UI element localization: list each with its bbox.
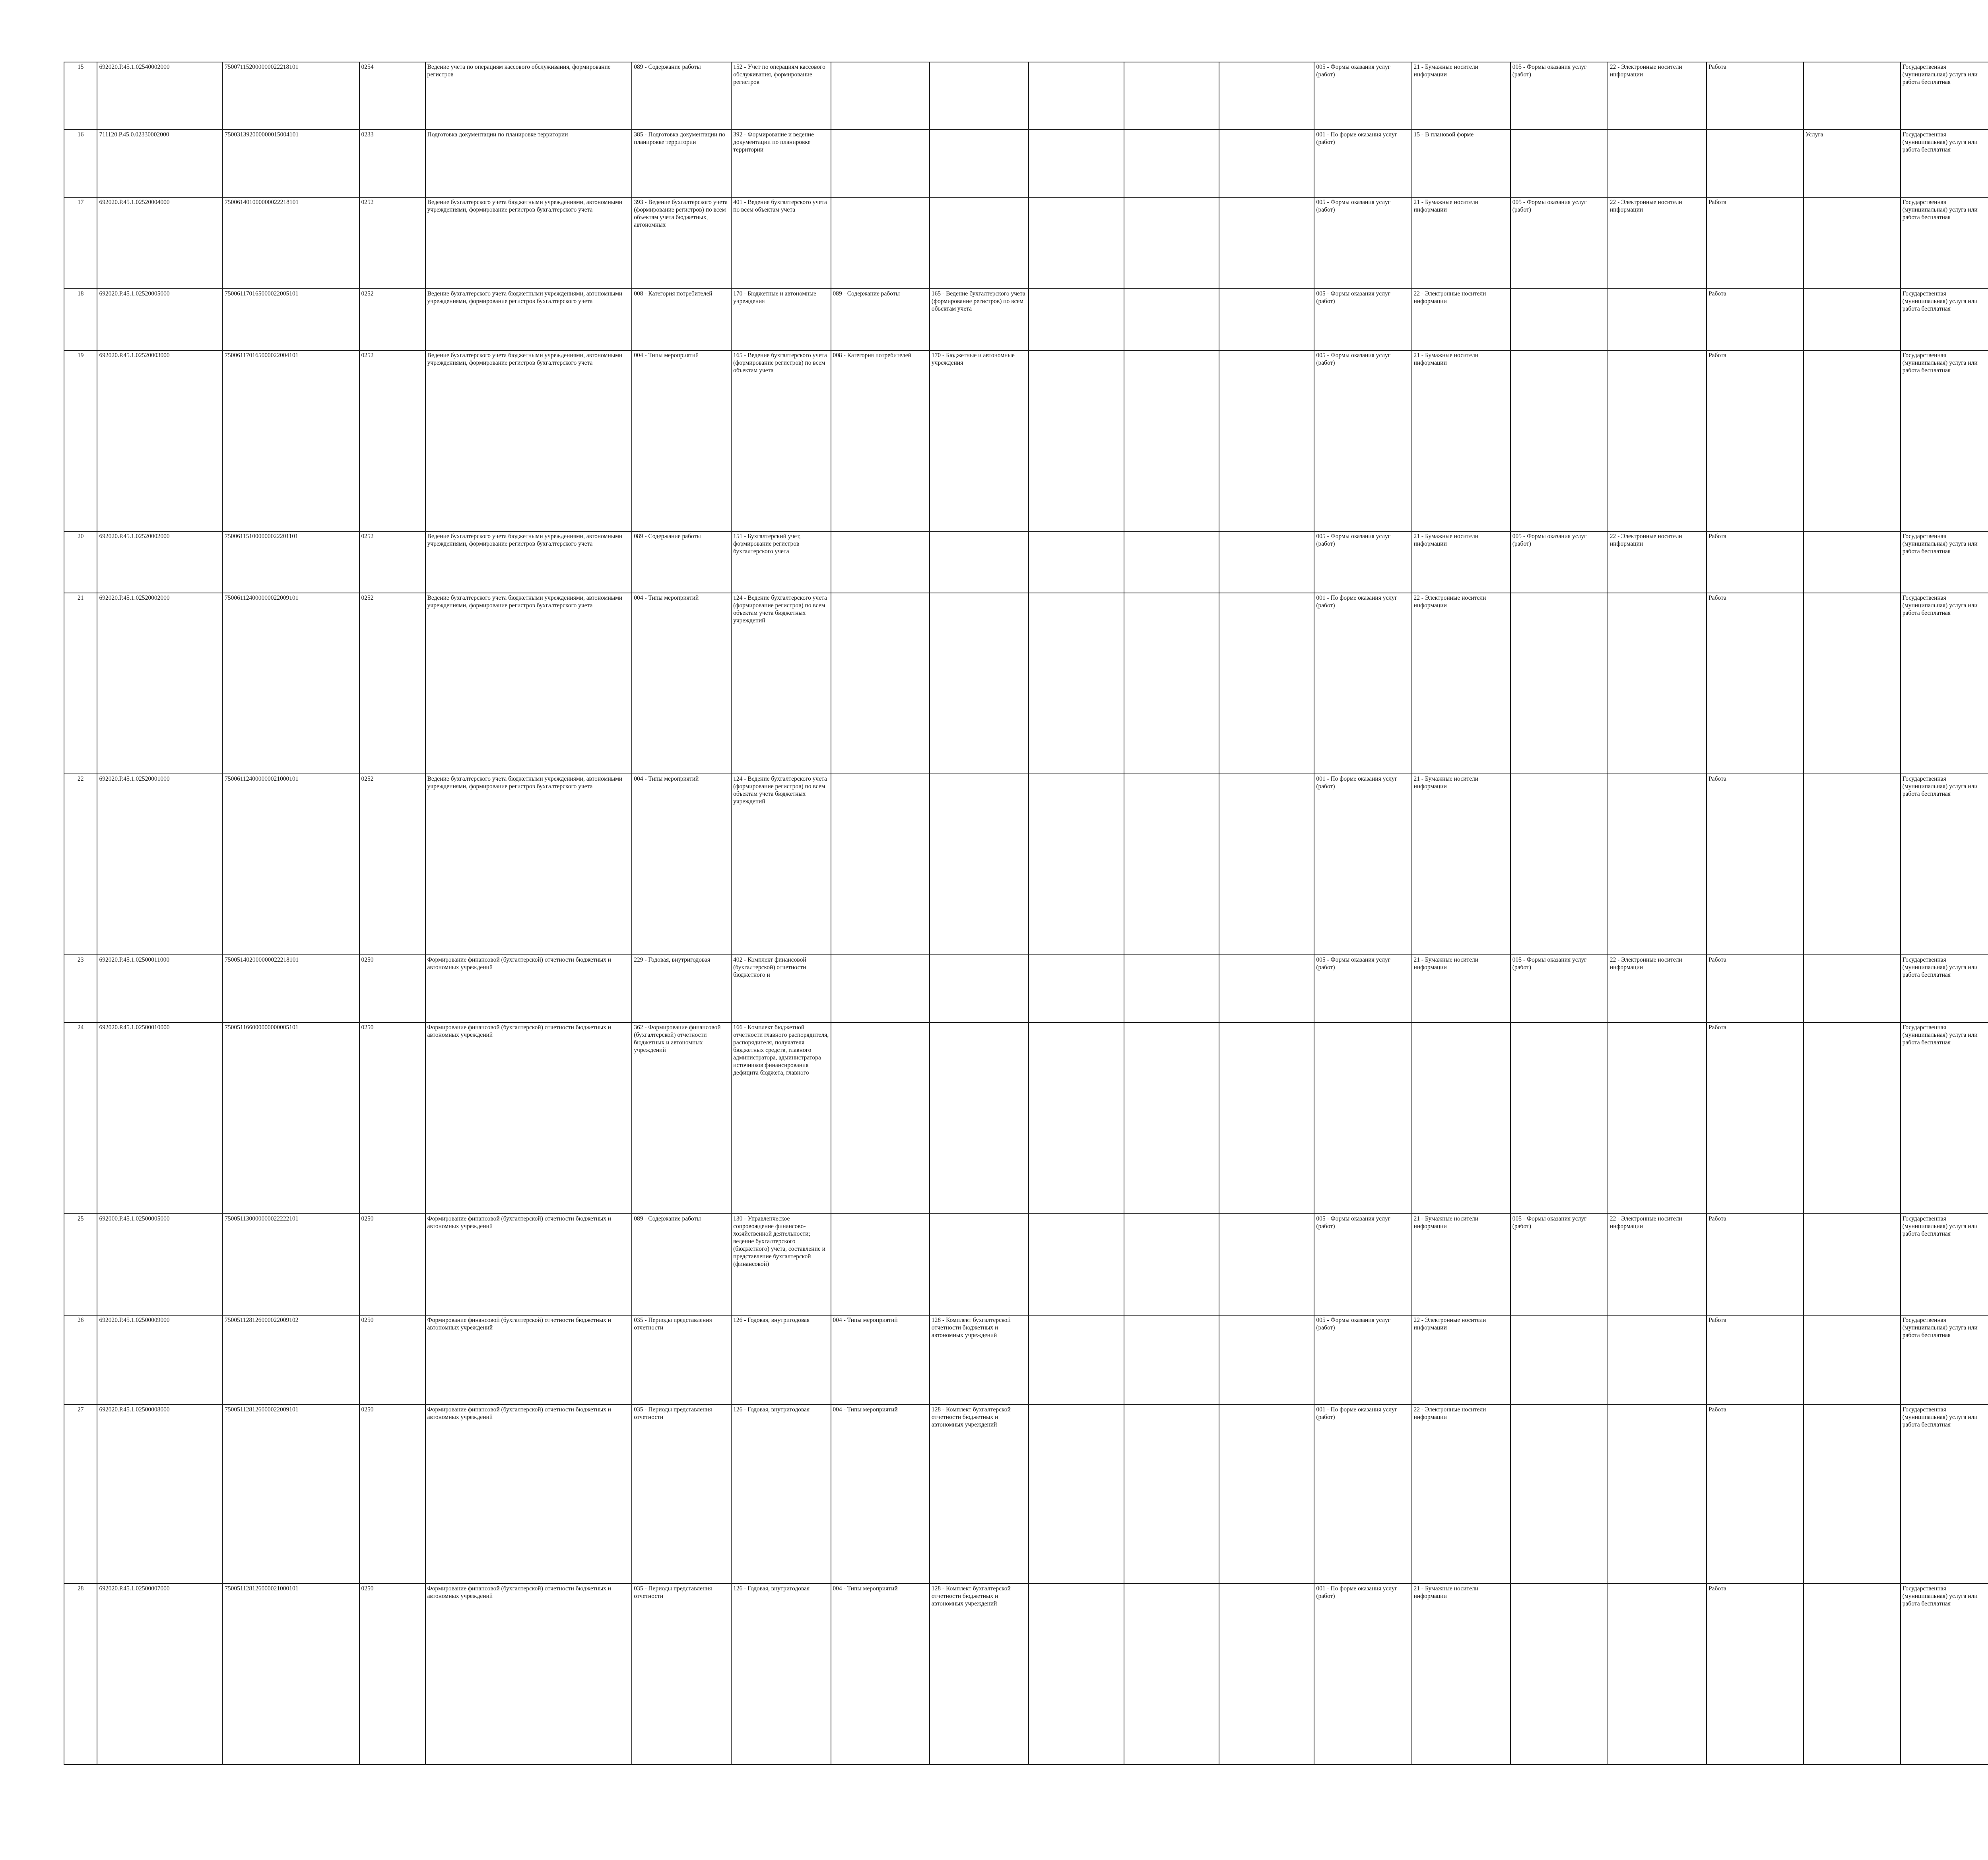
cell-content-value-2: 170 - Бюджетные и автономные учреждения [930, 350, 1029, 531]
cell-registry-number: 750071152000000022218101 [223, 62, 359, 130]
cell-condition-blank [1219, 197, 1314, 289]
cell-payment-type: Государственная (муниципальная) услуга или работа бесплатная [1901, 130, 1988, 197]
cell-registry-number: 750061401000000022218101 [223, 197, 359, 289]
cell-condition-blank [1219, 1405, 1314, 1584]
cell-basic-service-code: 0250 [359, 1584, 425, 1765]
cell-basic-service-code: 0250 [359, 955, 425, 1022]
cell-row-number: 21 [64, 593, 97, 774]
cell-content-value-1: 126 - Годовая, внутригодовая [731, 1405, 831, 1584]
cell-condition-value-1: 21 - Бумажные носители информации [1412, 531, 1510, 593]
table-row [64, 1405, 1988, 1584]
cell-service-name: Формирование финансовой (бухгалтерской) отчетности бюджетных и автономных учреждений [425, 1214, 632, 1315]
cell-content-indicator-1: 089 - Содержание работы [632, 531, 731, 593]
cell-basic-service-code: 0252 [359, 289, 425, 350]
cell-service-type [1804, 1405, 1901, 1584]
cell-basic-service-code: 0250 [359, 1405, 425, 1584]
cell-payment-type: Государственная (муниципальная) услуга или работа бесплатная [1901, 955, 1988, 1022]
cell-service-code: 692020.Р.45.1.02520004000 [97, 197, 223, 289]
cell-content-indicator-1: 089 - Содержание работы [632, 62, 731, 130]
cell-condition-blank [1219, 62, 1314, 130]
cell-condition-value-2: 22 - Электронные носители информации [1608, 955, 1706, 1022]
cell-content-indicator-2 [831, 531, 930, 593]
cell-condition-value-2: 22 - Электронные носители информации [1608, 197, 1706, 289]
cell-condition-indicator-1: 001 - По форме оказания услуг (работ) [1314, 130, 1411, 197]
cell-basic-service-code: 0233 [359, 130, 425, 197]
cell-service-name: Формирование финансовой (бухгалтерской) отчетности бюджетных и автономных учреждений [425, 955, 632, 1022]
cell-condition-value-2 [1608, 1405, 1706, 1584]
cell-work-type: Работа [1706, 593, 1804, 774]
cell-content-value-3 [1124, 955, 1219, 1022]
cell-row-number: 20 [64, 531, 97, 593]
cell-content-value-3 [1124, 197, 1219, 289]
table-row [64, 350, 1988, 531]
cell-work-type: Работа [1706, 1022, 1804, 1214]
table-row [64, 197, 1988, 289]
cell-basic-service-code: 0250 [359, 1022, 425, 1214]
cell-content-indicator-3 [1029, 350, 1124, 531]
cell-content-indicator-3 [1029, 1315, 1124, 1405]
cell-condition-value-1: 21 - Бумажные носители информации [1412, 1214, 1510, 1315]
table-row [64, 1022, 1988, 1214]
cell-content-value-3 [1124, 62, 1219, 130]
cell-content-value-2 [930, 197, 1029, 289]
cell-content-value-2 [930, 62, 1029, 130]
cell-payment-type: Государственная (муниципальная) услуга или работа бесплатная [1901, 774, 1988, 955]
cell-work-type: Работа [1706, 197, 1804, 289]
cell-condition-blank [1219, 531, 1314, 593]
cell-basic-service-code: 0250 [359, 1315, 425, 1405]
cell-payment-type: Государственная (муниципальная) услуга или работа бесплатная [1901, 1315, 1988, 1405]
cell-condition-indicator-1: 005 - Формы оказания услуг (работ) [1314, 289, 1411, 350]
cell-condition-indicator-1 [1314, 1022, 1411, 1214]
table-row [64, 1315, 1988, 1405]
cell-row-number: 16 [64, 130, 97, 197]
cell-content-value-3 [1124, 1405, 1219, 1584]
cell-service-type [1804, 774, 1901, 955]
cell-condition-indicator-2 [1510, 289, 1608, 350]
cell-condition-value-2: 22 - Электронные носители информации [1608, 531, 1706, 593]
cell-payment-type: Государственная (муниципальная) услуга или работа бесплатная [1901, 289, 1988, 350]
cell-registry-number: 750061124000000021000101 [223, 774, 359, 955]
cell-basic-service-code: 0252 [359, 774, 425, 955]
cell-content-indicator-1: 004 - Типы мероприятий [632, 593, 731, 774]
cell-content-indicator-1: 035 - Периоды представления отчетности [632, 1584, 731, 1765]
cell-service-type [1804, 350, 1901, 531]
cell-condition-value-2 [1608, 1584, 1706, 1765]
cell-service-code: 692020.Р.45.1.02500007000 [97, 1584, 223, 1765]
cell-service-code: 692020.Р.45.1.02520002000 [97, 531, 223, 593]
cell-content-value-1: 152 - Учет по операциям кассового обслуживания, формирование регистров [731, 62, 831, 130]
cell-registry-number: 750051166000000000005101 [223, 1022, 359, 1214]
cell-condition-value-2 [1608, 774, 1706, 955]
cell-content-indicator-3 [1029, 1022, 1124, 1214]
cell-row-number: 19 [64, 350, 97, 531]
cell-row-number: 23 [64, 955, 97, 1022]
cell-basic-service-code: 0250 [359, 1214, 425, 1315]
cell-condition-indicator-1: 001 - По форме оказания услуг (работ) [1314, 593, 1411, 774]
cell-condition-blank [1219, 1022, 1314, 1214]
cell-service-code: 692020.Р.45.1.02500008000 [97, 1405, 223, 1584]
cell-service-type [1804, 62, 1901, 130]
cell-condition-value-1: 22 - Электронные носители информации [1412, 593, 1510, 774]
cell-service-type: Услуга [1804, 130, 1901, 197]
registry-table-body [64, 62, 1988, 1765]
cell-service-name: Формирование финансовой (бухгалтерской) отчетности бюджетных и автономных учреждений [425, 1022, 632, 1214]
cell-content-indicator-2 [831, 1022, 930, 1214]
cell-condition-blank [1219, 1214, 1314, 1315]
cell-condition-value-1: 21 - Бумажные носители информации [1412, 1584, 1510, 1765]
cell-content-indicator-3 [1029, 1214, 1124, 1315]
cell-content-value-1: 126 - Годовая, внутригодовая [731, 1315, 831, 1405]
cell-content-indicator-3 [1029, 197, 1124, 289]
cell-service-code: 692020.Р.45.1.02500010000 [97, 1022, 223, 1214]
cell-work-type [1706, 130, 1804, 197]
cell-content-indicator-3 [1029, 593, 1124, 774]
cell-content-indicator-2: 089 - Содержание работы [831, 289, 930, 350]
cell-condition-value-2: 22 - Электронные носители информации [1608, 62, 1706, 130]
cell-basic-service-code: 0252 [359, 350, 425, 531]
cell-row-number: 22 [64, 774, 97, 955]
cell-condition-value-1: 21 - Бумажные носители информации [1412, 955, 1510, 1022]
cell-service-type [1804, 1315, 1901, 1405]
cell-condition-indicator-2 [1510, 774, 1608, 955]
cell-content-indicator-1: 035 - Периоды представления отчетности [632, 1405, 731, 1584]
cell-registry-number: 750061124000000022009101 [223, 593, 359, 774]
cell-content-value-1: 392 - Формирование и ведение документации по планировке территории [731, 130, 831, 197]
cell-content-indicator-3 [1029, 289, 1124, 350]
cell-payment-type: Государственная (муниципальная) услуга или работа бесплатная [1901, 1022, 1988, 1214]
cell-basic-service-code: 0252 [359, 593, 425, 774]
cell-payment-type: Государственная (муниципальная) услуга или работа бесплатная [1901, 1584, 1988, 1765]
cell-condition-value-2 [1608, 350, 1706, 531]
cell-condition-value-2 [1608, 130, 1706, 197]
cell-service-code: 692020.Р.45.1.02500011000 [97, 955, 223, 1022]
cell-condition-blank [1219, 1315, 1314, 1405]
table-row [64, 1214, 1988, 1315]
cell-content-indicator-1: 229 - Годовая, внутригодовая [632, 955, 731, 1022]
cell-content-value-3 [1124, 1022, 1219, 1214]
cell-content-value-3 [1124, 130, 1219, 197]
table-row [64, 774, 1988, 955]
cell-condition-blank [1219, 774, 1314, 955]
cell-content-value-1: 130 - Управленческое сопровождение финансово-хозяйственной деятельности; ведение бухгалтерского (бюджетного) учета, составление и представление бухгалтерской (финансовой) [731, 1214, 831, 1315]
cell-work-type: Работа [1706, 774, 1804, 955]
cell-condition-indicator-2: 005 - Формы оказания услуг (работ) [1510, 197, 1608, 289]
cell-condition-blank [1219, 130, 1314, 197]
cell-content-value-1: 401 - Ведение бухгалтерского учета по всем объектам учета [731, 197, 831, 289]
cell-content-indicator-2 [831, 774, 930, 955]
cell-content-value-2 [930, 531, 1029, 593]
cell-content-value-2: 128 - Комплект бухгалтерской отчетности бюджетных и автономных учреждений [930, 1584, 1029, 1765]
cell-service-type [1804, 1584, 1901, 1765]
cell-condition-indicator-2 [1510, 130, 1608, 197]
cell-content-value-3 [1124, 531, 1219, 593]
cell-condition-indicator-1: 001 - По форме оказания услуг (работ) [1314, 1584, 1411, 1765]
cell-work-type: Работа [1706, 62, 1804, 130]
cell-service-name: Ведение бухгалтерского учета бюджетными учреждениями, автономными учреждениями, формирование регистров бухгалтерского учета [425, 531, 632, 593]
cell-condition-value-1: 21 - Бумажные носители информации [1412, 197, 1510, 289]
cell-condition-value-2 [1608, 593, 1706, 774]
cell-service-type [1804, 1022, 1901, 1214]
cell-condition-indicator-1: 005 - Формы оказания услуг (работ) [1314, 197, 1411, 289]
cell-content-indicator-2: 004 - Типы мероприятий [831, 1315, 930, 1405]
cell-basic-service-code: 0252 [359, 531, 425, 593]
cell-work-type: Работа [1706, 1584, 1804, 1765]
cell-condition-value-1: 21 - Бумажные носители информации [1412, 350, 1510, 531]
cell-condition-blank [1219, 289, 1314, 350]
cell-content-indicator-2 [831, 197, 930, 289]
cell-content-indicator-3 [1029, 130, 1124, 197]
cell-condition-indicator-2: 005 - Формы оказания услуг (работ) [1510, 62, 1608, 130]
cell-payment-type: Государственная (муниципальная) услуга или работа бесплатная [1901, 62, 1988, 130]
cell-registry-number: 750061151000000022201101 [223, 531, 359, 593]
cell-service-code: 692000.Р.45.1.02500005000 [97, 1214, 223, 1315]
cell-content-indicator-1: 393 - Ведение бухгалтерского учета (формирование регистров) по всем объектам учета бюджетных, автономных [632, 197, 731, 289]
cell-row-number: 17 [64, 197, 97, 289]
cell-content-value-2: 165 - Ведение бухгалтерского учета (формирование регистров) по всем объектам учета [930, 289, 1029, 350]
cell-service-type [1804, 289, 1901, 350]
cell-service-name: Ведение бухгалтерского учета бюджетными учреждениями, автономными учреждениями, формирование регистров бухгалтерского учета [425, 774, 632, 955]
cell-content-value-2 [930, 130, 1029, 197]
cell-service-type [1804, 197, 1901, 289]
cell-content-indicator-3 [1029, 1405, 1124, 1584]
cell-condition-value-2 [1608, 1315, 1706, 1405]
cell-service-code: 692020.Р.45.1.02520003000 [97, 350, 223, 531]
cell-work-type: Работа [1706, 1214, 1804, 1315]
cell-condition-indicator-2 [1510, 1405, 1608, 1584]
cell-condition-indicator-1: 005 - Формы оказания услуг (работ) [1314, 531, 1411, 593]
cell-content-indicator-3 [1029, 774, 1124, 955]
cell-content-value-3 [1124, 1584, 1219, 1765]
cell-condition-value-1: 15 - В плановой форме [1412, 130, 1510, 197]
cell-work-type: Работа [1706, 1315, 1804, 1405]
cell-content-indicator-2 [831, 593, 930, 774]
cell-condition-indicator-1: 005 - Формы оказания услуг (работ) [1314, 1315, 1411, 1405]
cell-condition-indicator-1: 001 - По форме оказания услуг (работ) [1314, 774, 1411, 955]
cell-condition-indicator-2: 005 - Формы оказания услуг (работ) [1510, 1214, 1608, 1315]
cell-payment-type: Государственная (муниципальная) услуга или работа бесплатная [1901, 1214, 1988, 1315]
cell-condition-indicator-2 [1510, 1584, 1608, 1765]
cell-content-value-2 [930, 955, 1029, 1022]
cell-content-value-1: 124 - Ведение бухгалтерского учета (формирование регистров) по всем объектам учета бюджетных учреждений [731, 774, 831, 955]
cell-service-name: Подготовка документации по планировке территории [425, 130, 632, 197]
cell-content-indicator-1: 035 - Периоды представления отчетности [632, 1315, 731, 1405]
cell-service-type [1804, 1214, 1901, 1315]
cell-registry-number: 750051128126000022009101 [223, 1405, 359, 1584]
cell-content-indicator-2: 004 - Типы мероприятий [831, 1584, 930, 1765]
cell-content-value-3 [1124, 593, 1219, 774]
cell-content-value-1: 151 - Бухгалтерский учет, формирование регистров бухгалтерского учета [731, 531, 831, 593]
cell-registry-number: 750051128126000021000101 [223, 1584, 359, 1765]
cell-payment-type: Государственная (муниципальная) услуга или работа бесплатная [1901, 593, 1988, 774]
cell-condition-indicator-2: 005 - Формы оказания услуг (работ) [1510, 531, 1608, 593]
cell-condition-value-1: 21 - Бумажные носители информации [1412, 774, 1510, 955]
cell-service-name: Ведение бухгалтерского учета бюджетными учреждениями, автономными учреждениями, формирование регистров бухгалтерского учета [425, 350, 632, 531]
cell-row-number: 24 [64, 1022, 97, 1214]
cell-condition-indicator-2 [1510, 350, 1608, 531]
cell-condition-value-1: 22 - Электронные носители информации [1412, 1315, 1510, 1405]
cell-content-value-1: 126 - Годовая, внутригодовая [731, 1584, 831, 1765]
cell-payment-type: Государственная (муниципальная) услуга или работа бесплатная [1901, 197, 1988, 289]
cell-content-value-2 [930, 1214, 1029, 1315]
cell-service-name: Ведение бухгалтерского учета бюджетными учреждениями, автономными учреждениями, формирование регистров бухгалтерского учета [425, 593, 632, 774]
table-row [64, 62, 1988, 130]
cell-content-value-1: 170 - Бюджетные и автономные учреждения [731, 289, 831, 350]
cell-service-name: Формирование финансовой (бухгалтерской) отчетности бюджетных и автономных учреждений [425, 1405, 632, 1584]
cell-work-type: Работа [1706, 1405, 1804, 1584]
cell-basic-service-code: 0252 [359, 197, 425, 289]
cell-condition-value-2 [1608, 1022, 1706, 1214]
cell-content-value-1: 124 - Ведение бухгалтерского учета (формирование регистров) по всем объектам учета бюджетных учреждений [731, 593, 831, 774]
cell-registry-number: 750061170165000022004101 [223, 350, 359, 531]
cell-work-type: Работа [1706, 289, 1804, 350]
cell-work-type: Работа [1706, 350, 1804, 531]
cell-condition-indicator-2 [1510, 1315, 1608, 1405]
table-row [64, 1584, 1988, 1765]
cell-service-type [1804, 593, 1901, 774]
cell-condition-indicator-1: 005 - Формы оказания услуг (работ) [1314, 62, 1411, 130]
cell-condition-blank [1219, 350, 1314, 531]
cell-service-name: Ведение бухгалтерского учета бюджетными учреждениями, автономными учреждениями, формирование регистров бухгалтерского учета [425, 289, 632, 350]
cell-row-number: 25 [64, 1214, 97, 1315]
cell-content-indicator-1: 362 - Формирование финансовой (бухгалтерской) отчетности бюджетных и автономных учреждений [632, 1022, 731, 1214]
cell-condition-indicator-2: 005 - Формы оказания услуг (работ) [1510, 955, 1608, 1022]
cell-content-value-3 [1124, 350, 1219, 531]
cell-content-indicator-3 [1029, 531, 1124, 593]
cell-payment-type: Государственная (муниципальная) услуга или работа бесплатная [1901, 531, 1988, 593]
cell-condition-indicator-2 [1510, 1022, 1608, 1214]
cell-service-name: Ведение учета по операциям кассового обслуживания, формирование регистров [425, 62, 632, 130]
cell-content-value-3 [1124, 1214, 1219, 1315]
cell-service-code: 692020.Р.45.1.02520005000 [97, 289, 223, 350]
cell-content-value-3 [1124, 1315, 1219, 1405]
cell-content-value-1: 165 - Ведение бухгалтерского учета (формирование регистров) по всем объектам учета [731, 350, 831, 531]
table-row [64, 289, 1988, 350]
cell-registry-number: 750051402000000022218101 [223, 955, 359, 1022]
cell-content-indicator-1: 385 - Подготовка документации по планировке территории [632, 130, 731, 197]
cell-condition-value-1: 22 - Электронные носители информации [1412, 1405, 1510, 1584]
cell-content-value-2 [930, 774, 1029, 955]
cell-condition-value-2: 22 - Электронные носители информации [1608, 1214, 1706, 1315]
cell-work-type: Работа [1706, 531, 1804, 593]
cell-content-indicator-1: 004 - Типы мероприятий [632, 774, 731, 955]
cell-condition-value-1 [1412, 1022, 1510, 1214]
cell-content-indicator-3 [1029, 1584, 1124, 1765]
cell-content-value-3 [1124, 774, 1219, 955]
cell-content-indicator-2: 004 - Типы мероприятий [831, 1405, 930, 1584]
cell-condition-blank [1219, 955, 1314, 1022]
cell-content-value-2: 128 - Комплект бухгалтерской отчетности бюджетных и автономных учреждений [930, 1405, 1029, 1584]
table-row [64, 130, 1988, 197]
cell-condition-indicator-1: 001 - По форме оказания услуг (работ) [1314, 1405, 1411, 1584]
cell-content-indicator-1: 089 - Содержание работы [632, 1214, 731, 1315]
cell-content-value-2: 128 - Комплект бухгалтерской отчетности бюджетных и автономных учреждений [930, 1315, 1029, 1405]
cell-content-indicator-3 [1029, 62, 1124, 130]
cell-condition-value-1: 22 - Электронные носители информации [1412, 289, 1510, 350]
cell-payment-type: Государственная (муниципальная) услуга или работа бесплатная [1901, 350, 1988, 531]
cell-registry-number: 750031392000000015004101 [223, 130, 359, 197]
registry-table [64, 62, 1988, 1765]
cell-row-number: 26 [64, 1315, 97, 1405]
cell-row-number: 27 [64, 1405, 97, 1584]
cell-service-code: 711120.Р.45.0.02330002000 [97, 130, 223, 197]
cell-content-value-3 [1124, 289, 1219, 350]
cell-condition-indicator-2 [1510, 593, 1608, 774]
table-row [64, 531, 1988, 593]
cell-content-indicator-2 [831, 955, 930, 1022]
cell-condition-value-1: 21 - Бумажные носители информации [1412, 62, 1510, 130]
cell-basic-service-code: 0254 [359, 62, 425, 130]
cell-condition-indicator-1: 005 - Формы оказания услуг (работ) [1314, 955, 1411, 1022]
cell-service-name: Формирование финансовой (бухгалтерской) отчетности бюджетных и автономных учреждений [425, 1584, 632, 1765]
cell-content-value-2 [930, 593, 1029, 774]
cell-service-code: 692020.Р.45.1.02520002000 [97, 593, 223, 774]
cell-content-indicator-2 [831, 1214, 930, 1315]
cell-registry-number: 750051128126000022009102 [223, 1315, 359, 1405]
cell-payment-type: Государственная (муниципальная) услуга или работа бесплатная [1901, 1405, 1988, 1584]
cell-content-indicator-2: 008 - Категория потребителей [831, 350, 930, 531]
cell-condition-blank [1219, 593, 1314, 774]
cell-work-type: Работа [1706, 955, 1804, 1022]
cell-service-name: Ведение бухгалтерского учета бюджетными учреждениями, автономными учреждениями, формирование регистров бухгалтерского учета [425, 197, 632, 289]
cell-content-indicator-2 [831, 62, 930, 130]
cell-registry-number: 750051130000000022222101 [223, 1214, 359, 1315]
cell-service-code: 692020.Р.45.1.02500009000 [97, 1315, 223, 1405]
table-row [64, 955, 1988, 1022]
cell-service-type [1804, 955, 1901, 1022]
cell-service-type [1804, 531, 1901, 593]
cell-service-code: 692020.Р.45.1.02540002000 [97, 62, 223, 130]
cell-condition-blank [1219, 1584, 1314, 1765]
cell-content-value-1: 166 - Комплект бюджетной отчетности главного распорядителя, распорядителя, получателя бюджетных средств, главного администратора, администратора источников финансирования дефицита бюджета, главного [731, 1022, 831, 1214]
cell-content-indicator-2 [831, 130, 930, 197]
cell-row-number: 15 [64, 62, 97, 130]
cell-service-code: 692020.Р.45.1.02520001000 [97, 774, 223, 955]
cell-content-value-1: 402 - Комплект финансовой (бухгалтерской) отчетности бюджетного и [731, 955, 831, 1022]
cell-content-indicator-1: 008 - Категория потребителей [632, 289, 731, 350]
cell-registry-number: 750061170165000022005101 [223, 289, 359, 350]
cell-content-indicator-1: 004 - Типы мероприятий [632, 350, 731, 531]
table-row [64, 593, 1988, 774]
cell-content-indicator-3 [1029, 955, 1124, 1022]
cell-content-value-2 [930, 1022, 1029, 1214]
cell-row-number: 18 [64, 289, 97, 350]
cell-condition-indicator-1: 005 - Формы оказания услуг (работ) [1314, 350, 1411, 531]
cell-condition-indicator-1: 005 - Формы оказания услуг (работ) [1314, 1214, 1411, 1315]
cell-row-number: 28 [64, 1584, 97, 1765]
cell-condition-value-2 [1608, 289, 1706, 350]
cell-service-name: Формирование финансовой (бухгалтерской) отчетности бюджетных и автономных учреждений [425, 1315, 632, 1405]
